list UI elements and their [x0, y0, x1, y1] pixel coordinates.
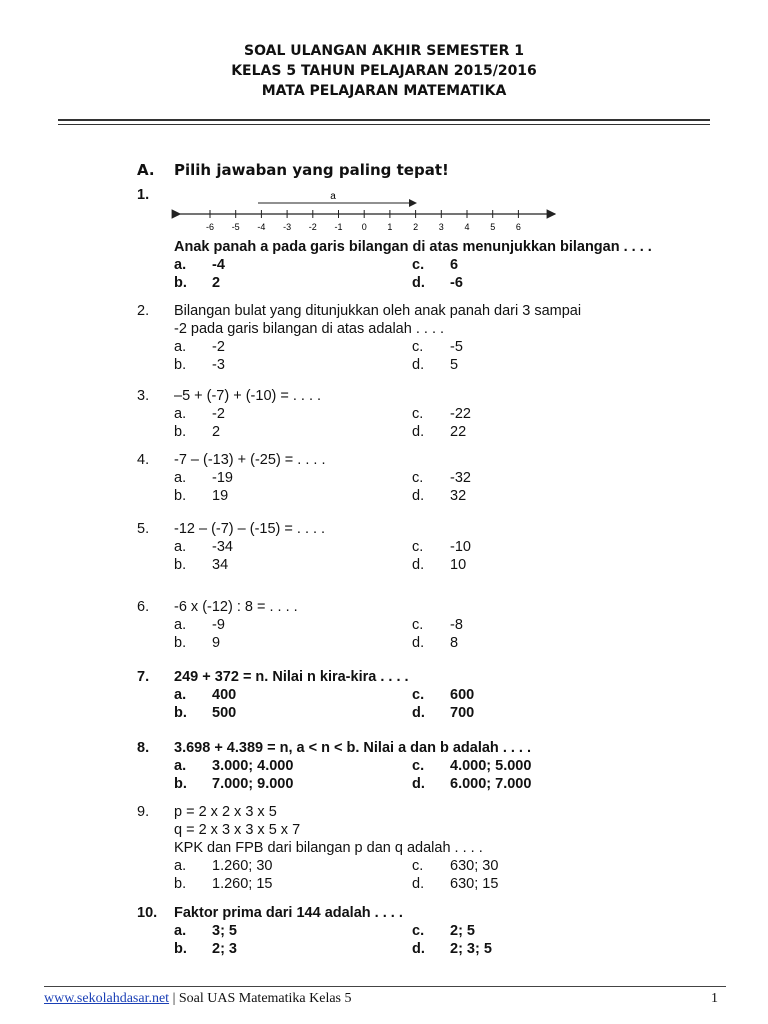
- option-c: -8: [450, 617, 463, 633]
- number-line-tick-label: -3: [283, 222, 292, 232]
- header-rule-thin: [58, 124, 710, 125]
- option-a: 400: [212, 687, 237, 703]
- option-b: 2; 3: [212, 941, 237, 957]
- option-d: 22: [450, 424, 467, 440]
- option-letter-c: c.: [412, 758, 425, 774]
- question-number: 2.: [137, 303, 150, 319]
- number-line-tick-label: -5: [231, 222, 240, 232]
- option-letter-d: d.: [412, 357, 425, 373]
- option-a: -9: [212, 617, 225, 633]
- footer-rule: [44, 986, 726, 987]
- section-instruction: Pilih jawaban yang paling tepat!: [174, 161, 449, 179]
- option-d: 700: [450, 705, 475, 721]
- number-line-tick-label: -4: [257, 222, 266, 232]
- header-rule-thick: [58, 119, 710, 121]
- footer-doc-title: Soal UAS Matematika Kelas 5: [178, 991, 352, 1006]
- option-c: 600: [450, 687, 475, 703]
- option-b: 2: [212, 424, 221, 440]
- question-text: Faktor prima dari 144 adalah . . . .: [174, 905, 403, 921]
- number-line-tick-label: 4: [464, 222, 470, 232]
- question-text: -7 – (-13) + (-25) = . . . .: [174, 452, 326, 468]
- option-b: 500: [212, 705, 237, 721]
- question-number: 7.: [137, 669, 150, 685]
- question-number: 6.: [137, 599, 150, 615]
- option-d: 2; 3; 5: [450, 941, 492, 957]
- option-letter-b: b.: [174, 876, 187, 892]
- option-letter-d: d.: [412, 275, 425, 291]
- question-text: KPK dan FPB dari bilangan p dan q adalah . . . .: [174, 840, 483, 856]
- question-text: q = 2 x 3 x 3 x 5 x 7: [174, 822, 301, 838]
- document-header: [0, 41, 768, 101]
- footer-website-link[interactable]: www.sekolahdasar.net: [44, 991, 170, 1006]
- option-letter-c: c.: [412, 339, 424, 355]
- option-letter-d: d.: [412, 424, 425, 440]
- option-a: -34: [212, 539, 233, 555]
- option-letter-a: a.: [174, 406, 187, 422]
- option-b: 7.000; 9.000: [212, 776, 294, 792]
- question-text: 249 + 372 = n. Nilai n kira-kira . . . .: [174, 669, 409, 685]
- option-letter-b: b.: [174, 275, 187, 291]
- question-text: –5 + (-7) + (-10) = . . . .: [174, 388, 322, 404]
- option-c: 2; 5: [450, 923, 475, 939]
- option-letter-d: d.: [412, 488, 425, 504]
- question-text: Bilangan bulat yang ditunjukkan oleh anak panah dari 3 sampai: [174, 303, 582, 319]
- option-d: 10: [450, 557, 467, 573]
- option-d: 630; 15: [450, 876, 499, 892]
- option-d: 32: [450, 488, 467, 504]
- question-text: -12 – (-7) – (-15) = . . . .: [174, 521, 326, 537]
- number-line-tick-label: 2: [413, 222, 419, 232]
- number-line-tick-label: 5: [490, 222, 496, 232]
- option-a: 3.000; 4.000: [212, 758, 294, 774]
- option-c: -10: [450, 539, 471, 555]
- number-line-tick-label: -1: [334, 222, 343, 232]
- option-c: -22: [450, 406, 471, 422]
- option-b: 1.260; 15: [212, 876, 273, 892]
- number-line-ticks: [206, 210, 521, 232]
- question-text: 3.698 + 4.389 = n, a < n < b. Nilai a dan b adalah . . . .: [174, 740, 532, 756]
- number-line-tick-label: 3: [438, 222, 444, 232]
- number-line: [170, 186, 570, 236]
- number-line-tick-label: 1: [387, 222, 393, 232]
- option-letter-d: d.: [412, 635, 425, 651]
- option-letter-b: b.: [174, 635, 187, 651]
- option-letter-a: a.: [174, 923, 187, 939]
- option-letter-c: c.: [412, 406, 424, 422]
- option-letter-c: c.: [412, 617, 424, 633]
- option-letter-d: d.: [412, 705, 425, 721]
- option-c: 4.000; 5.000: [450, 758, 532, 774]
- option-letter-c: c.: [412, 687, 425, 703]
- question-number: 9.: [137, 804, 150, 820]
- option-a: 1.260; 30: [212, 858, 273, 874]
- question-number: 4.: [137, 452, 150, 468]
- option-b: -3: [212, 357, 225, 373]
- question-number: 8.: [137, 740, 150, 756]
- option-letter-a: a.: [174, 758, 187, 774]
- question-number: 3.: [137, 388, 150, 404]
- option-letter-a: a.: [174, 339, 187, 355]
- option-a: -2: [212, 406, 225, 422]
- option-letter-b: b.: [174, 941, 187, 957]
- option-letter-b: b.: [174, 424, 187, 440]
- option-d: -6: [450, 275, 463, 291]
- number-line-tick-label: 0: [361, 222, 367, 232]
- section-letter: A.: [137, 161, 155, 179]
- option-b: 34: [212, 557, 229, 573]
- option-letter-c: c.: [412, 470, 424, 486]
- footer-separator: |: [169, 991, 179, 1006]
- option-letter-b: b.: [174, 705, 187, 721]
- question-text: -2 pada garis bilangan di atas adalah . . . .: [174, 321, 445, 337]
- option-letter-a: a.: [174, 257, 187, 273]
- option-d: 8: [450, 635, 459, 651]
- option-a: -19: [212, 470, 233, 486]
- option-letter-a: a.: [174, 470, 187, 486]
- option-c: -5: [450, 339, 463, 355]
- question-number: 1.: [137, 187, 150, 203]
- question-text: p = 2 x 2 x 3 x 5: [174, 804, 277, 820]
- option-d: 6.000; 7.000: [450, 776, 532, 792]
- option-letter-c: c.: [412, 539, 424, 555]
- footer-left: [44, 991, 352, 1007]
- option-a: -2: [212, 339, 225, 355]
- number-line-tick-label: -6: [205, 222, 215, 232]
- option-letter-c: c.: [412, 257, 425, 273]
- option-letter-d: d.: [412, 776, 425, 792]
- option-letter-a: a.: [174, 858, 187, 874]
- option-a: -4: [212, 257, 225, 273]
- option-letter-d: d.: [412, 876, 425, 892]
- option-b: 2: [212, 275, 221, 291]
- option-letter-b: b.: [174, 776, 187, 792]
- number-line-tick-label: -2: [308, 222, 317, 232]
- question-text: Anak panah a pada garis bilangan di atas menunjukkan bilangan . . . .: [174, 239, 652, 255]
- option-c: 6: [450, 257, 459, 273]
- option-letter-a: a.: [174, 539, 187, 555]
- option-c: 630; 30: [450, 858, 499, 874]
- option-letter-c: c.: [412, 923, 425, 939]
- option-letter-d: d.: [412, 941, 425, 957]
- question-text: -6 x (-12) : 8 = . . . .: [174, 599, 298, 615]
- question-number: 5.: [137, 521, 150, 537]
- option-letter-b: b.: [174, 357, 187, 373]
- footer-page-number: 1: [711, 991, 718, 1006]
- option-letter-d: d.: [412, 557, 425, 573]
- arrow-a-label: a: [330, 191, 336, 202]
- option-letter-a: a.: [174, 617, 187, 633]
- option-letter-b: b.: [174, 488, 187, 504]
- option-a: 3; 5: [212, 923, 237, 939]
- option-letter-a: a.: [174, 687, 187, 703]
- option-b: 9: [212, 635, 221, 651]
- header-subject: MATA PELAJARAN MATEMATIKA: [261, 83, 507, 99]
- header-class-year: KELAS 5 TAHUN PELAJARAN 2015/2016: [231, 63, 537, 79]
- question-number: 10.: [137, 905, 158, 921]
- option-d: 5: [450, 357, 459, 373]
- option-letter-c: c.: [412, 858, 424, 874]
- option-b: 19: [212, 488, 229, 504]
- header-title: SOAL ULANGAN AKHIR SEMESTER 1: [244, 43, 524, 59]
- option-c: -32: [450, 470, 471, 486]
- number-line-tick-label: 6: [515, 222, 521, 232]
- option-letter-b: b.: [174, 557, 187, 573]
